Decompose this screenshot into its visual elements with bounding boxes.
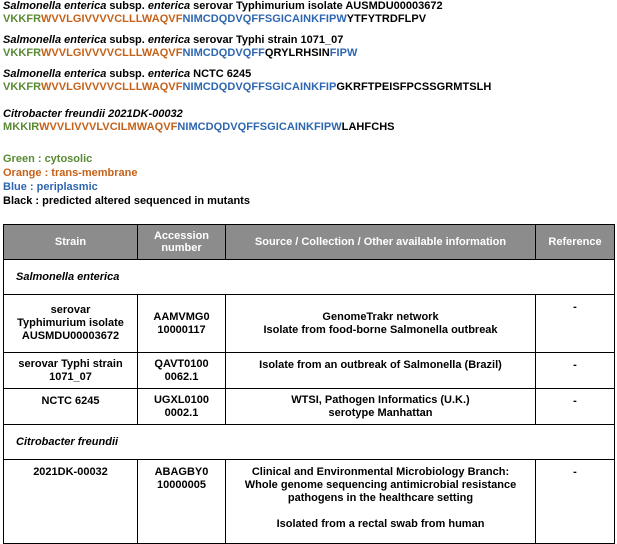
color-legend <box>3 152 250 208</box>
cell-source: GenomeTrakr network Isolate from food-borne Salmonella outbreak <box>226 295 536 353</box>
sequence-title: Citrobacter freundii 2021DK-00032 <box>3 108 183 120</box>
header-source: Source / Collection / Other available information <box>226 225 536 260</box>
legend-altered: Black : predicted altered sequenced in mutants <box>3 195 250 207</box>
cell-reference: - <box>536 353 615 389</box>
group-citrobacter: Citrobacter freundii <box>4 425 615 460</box>
sequence-title: Salmonella enterica subsp. enterica NCTC 6245 <box>3 68 252 80</box>
legend-cytosolic: Green : cytosolic <box>3 153 93 165</box>
sequence-block-2 <box>3 34 357 60</box>
group-salmonella: Salmonella enterica <box>4 260 615 295</box>
table-row <box>4 389 615 425</box>
table-row <box>4 353 615 389</box>
strain-table <box>3 224 615 544</box>
sequence-block-4 <box>3 108 395 134</box>
cell-reference: - <box>536 460 615 544</box>
cell-accession: UGXL0100 0002.1 <box>138 389 226 425</box>
sequence-block-1 <box>3 0 443 26</box>
group-row <box>4 425 615 460</box>
header-strain: Strain <box>4 225 138 260</box>
cell-reference: - <box>536 389 615 425</box>
legend-trans-membrane: Orange : trans-membrane <box>3 167 138 179</box>
protein-sequence: VKKFRWVVLGIVVVVCLLLWAQVFNIMCDQDVQFFSGICAINKFIPGKRFTPEISFPCSSGRMTSLH <box>3 81 492 93</box>
header-reference: Reference <box>536 225 615 260</box>
cell-strain: NCTC 6245 <box>4 389 138 425</box>
table-row <box>4 295 615 353</box>
legend-periplasmic: Blue : periplasmic <box>3 181 98 193</box>
sequence-block-3 <box>3 68 491 94</box>
cell-accession: QAVT0100 0062.1 <box>138 353 226 389</box>
group-row <box>4 260 615 295</box>
cell-strain: serovar Typhi strain 1071_07 <box>4 353 138 389</box>
cell-source: Isolate from an outbreak of Salmonella (Brazil) <box>226 353 536 389</box>
sequence-title: Salmonella enterica subsp. enterica serovar Typhi strain 1071_07 <box>3 34 344 46</box>
protein-sequence: MKKIRWVVLIVVVLVCILMWAQVFNIMCDQDVQFFSGICAINKFIPWLAHFCHS <box>3 121 395 133</box>
cell-reference: - <box>536 295 615 353</box>
cell-strain: 2021DK-00032 <box>4 460 138 544</box>
cell-accession: ABAGBY0 10000005 <box>138 460 226 544</box>
cell-strain: serovar Typhimurium isolate AUSMDU00003672 <box>4 295 138 353</box>
cell-accession: AAMVMG0 10000117 <box>138 295 226 353</box>
cell-source: WTSI, Pathogen Informatics (U.K.) serotype Manhattan <box>226 389 536 425</box>
protein-sequence: VKKFRWVVLGIVVVVCLLLWAQVFNIMCDQDVQFFQRYLRHSINFIPW <box>3 47 358 59</box>
cell-source: Clinical and Environmental Microbiology Branch: Whole genome sequencing antimicrobial resistance pathogens in the healthcare setting Isolated from a rectal swab from human <box>226 460 536 544</box>
protein-sequence: VKKFRWVVLGIVVVVCLLLWAQVFNIMCDQDVQFFSGICAINKFIPWYTFYTRDFLPV <box>3 13 427 25</box>
sequence-title: Salmonella enterica subsp. enterica serovar Typhimurium isolate AUSMDU00003672 <box>3 0 443 12</box>
table-header-row <box>4 225 615 260</box>
table-row <box>4 460 615 544</box>
header-accession: Accession number <box>138 225 226 260</box>
